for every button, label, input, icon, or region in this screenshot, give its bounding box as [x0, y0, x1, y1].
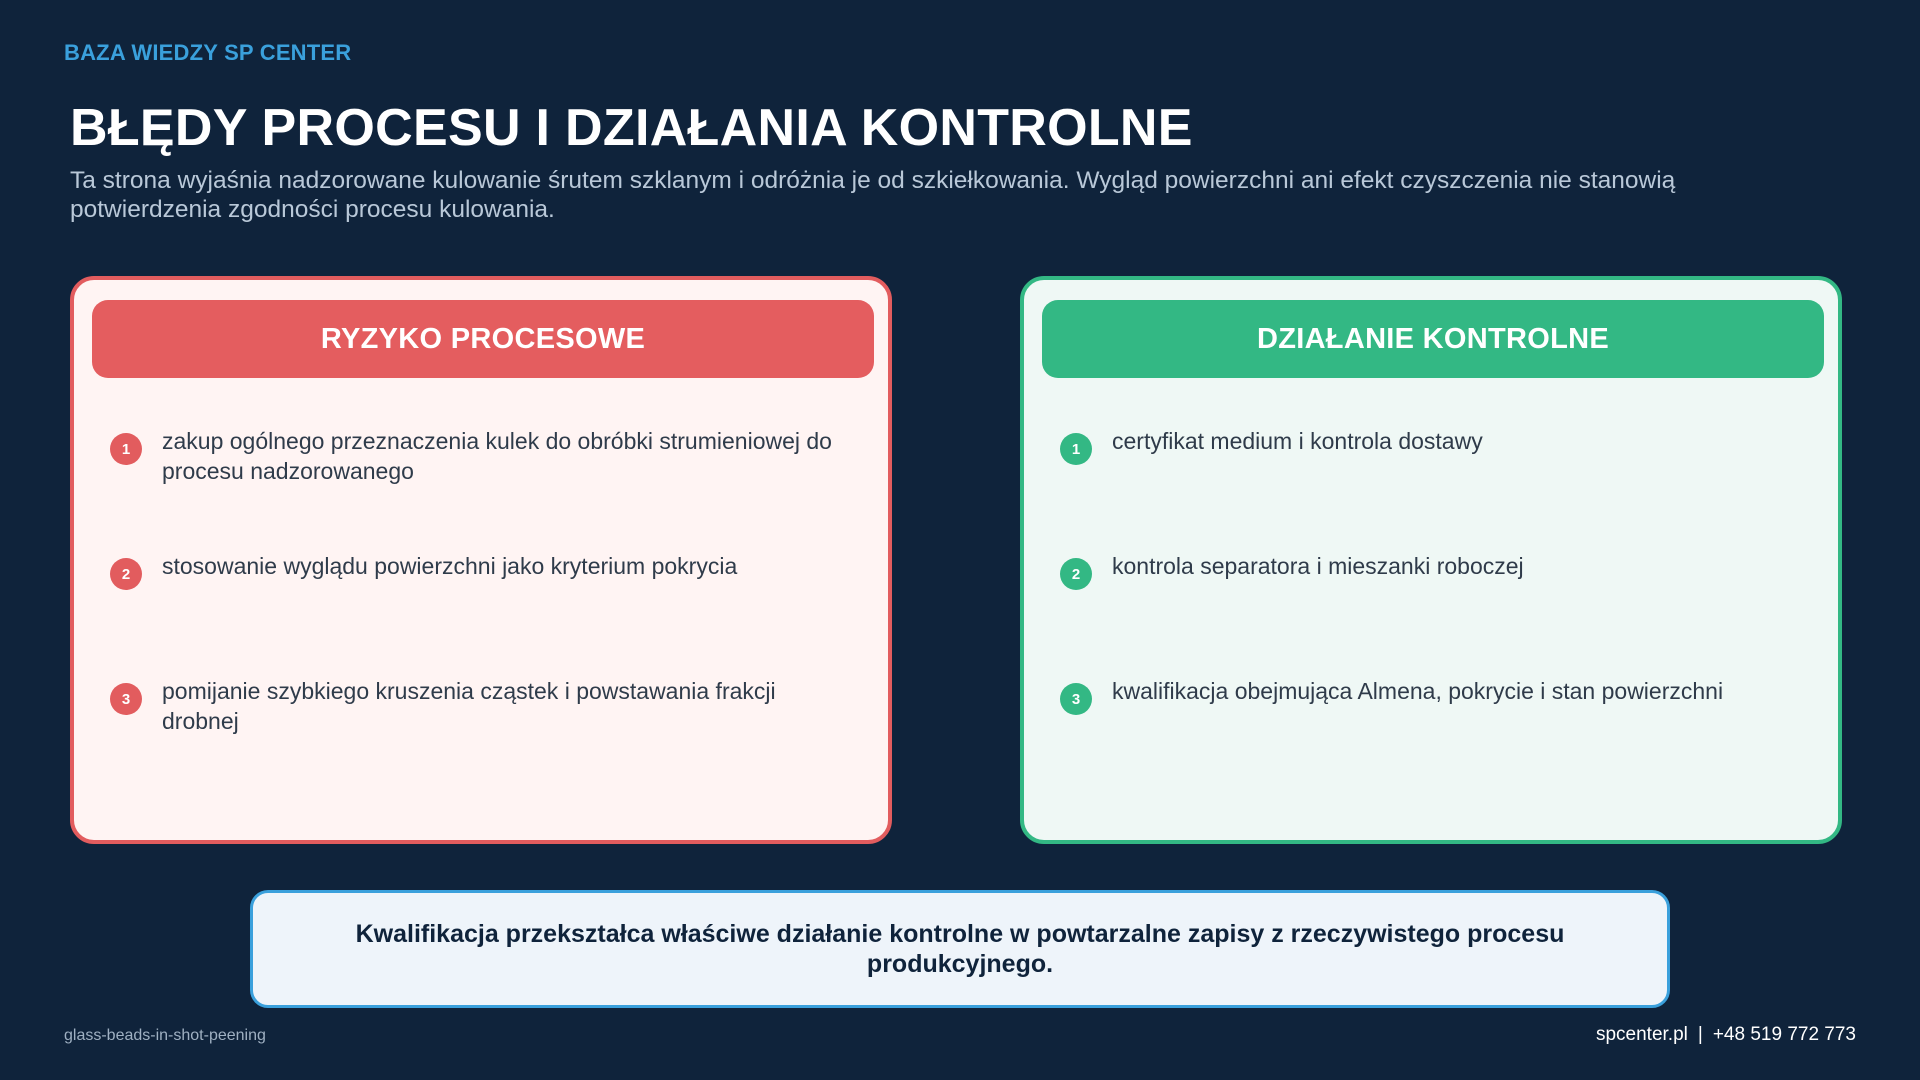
- control-item-2: [1060, 551, 1800, 590]
- risk-item-2: [110, 551, 850, 590]
- page-title: BŁĘDY PROCESU I DZIAŁANIA KONTROLNE: [70, 99, 1193, 157]
- control-panel: [1020, 276, 1842, 844]
- contact-info: [1596, 1024, 1856, 1046]
- phone-number[interactable]: +48 519 772 773: [1712, 1024, 1856, 1045]
- control-item-1: [1060, 426, 1800, 465]
- summary-box: Kwalifikacja przekształca właściwe działanie kontrolne w powtarzalne zapisy z rzeczywistego procesu produkcyjnego.: [250, 890, 1670, 1008]
- risk-item-number: 1: [110, 433, 142, 465]
- control-item-number: 3: [1060, 683, 1092, 715]
- page-slug: glass-beads-in-shot-peening: [64, 1027, 266, 1044]
- risk-item-1: [110, 426, 850, 486]
- risk-item-number: 3: [110, 683, 142, 715]
- brand-label: BAZA WIEDZY SP CENTER: [64, 40, 352, 65]
- risk-panel-header: RYZYKO PROCESOWE: [92, 300, 874, 378]
- control-item-number: 1: [1060, 433, 1092, 465]
- control-item-3: [1060, 676, 1800, 715]
- website-link[interactable]: spcenter.pl: [1595, 1024, 1688, 1045]
- risk-item-3: [110, 676, 850, 736]
- control-item-text: certyfikat medium i kontrola dostawy: [1112, 428, 1483, 454]
- control-item-text: kontrola separatora i mieszanki roboczej: [1112, 553, 1524, 579]
- risk-item-text: pomijanie szybkiego kruszenia cząstek i powstawania frakcji drobnej: [162, 678, 776, 734]
- contact-separator: |: [1697, 1024, 1703, 1045]
- risk-item-text: stosowanie wyglądu powierzchni jako kryterium pokrycia: [162, 553, 738, 579]
- control-panel-header: DZIAŁANIE KONTROLNE: [1042, 300, 1824, 378]
- risk-item-text: zakup ogólnego przeznaczenia kulek do obróbki strumieniowej do procesu nadzorowanego: [162, 428, 832, 484]
- control-item-number: 2: [1060, 558, 1092, 590]
- risk-panel: [70, 276, 892, 844]
- control-item-text: kwalifikacja obejmująca Almena, pokrycie i stan powierzchni: [1112, 678, 1724, 704]
- risk-item-number: 2: [110, 558, 142, 590]
- page-subtitle: Ta strona wyjaśnia nadzorowane kulowanie śrutem szklanym i odróżnia je od szkiełkowania. Wygląd powierzchni ani efekt czyszczenia nie stanowią potwierdzenia zgodności procesu kulowania.: [70, 167, 1676, 223]
